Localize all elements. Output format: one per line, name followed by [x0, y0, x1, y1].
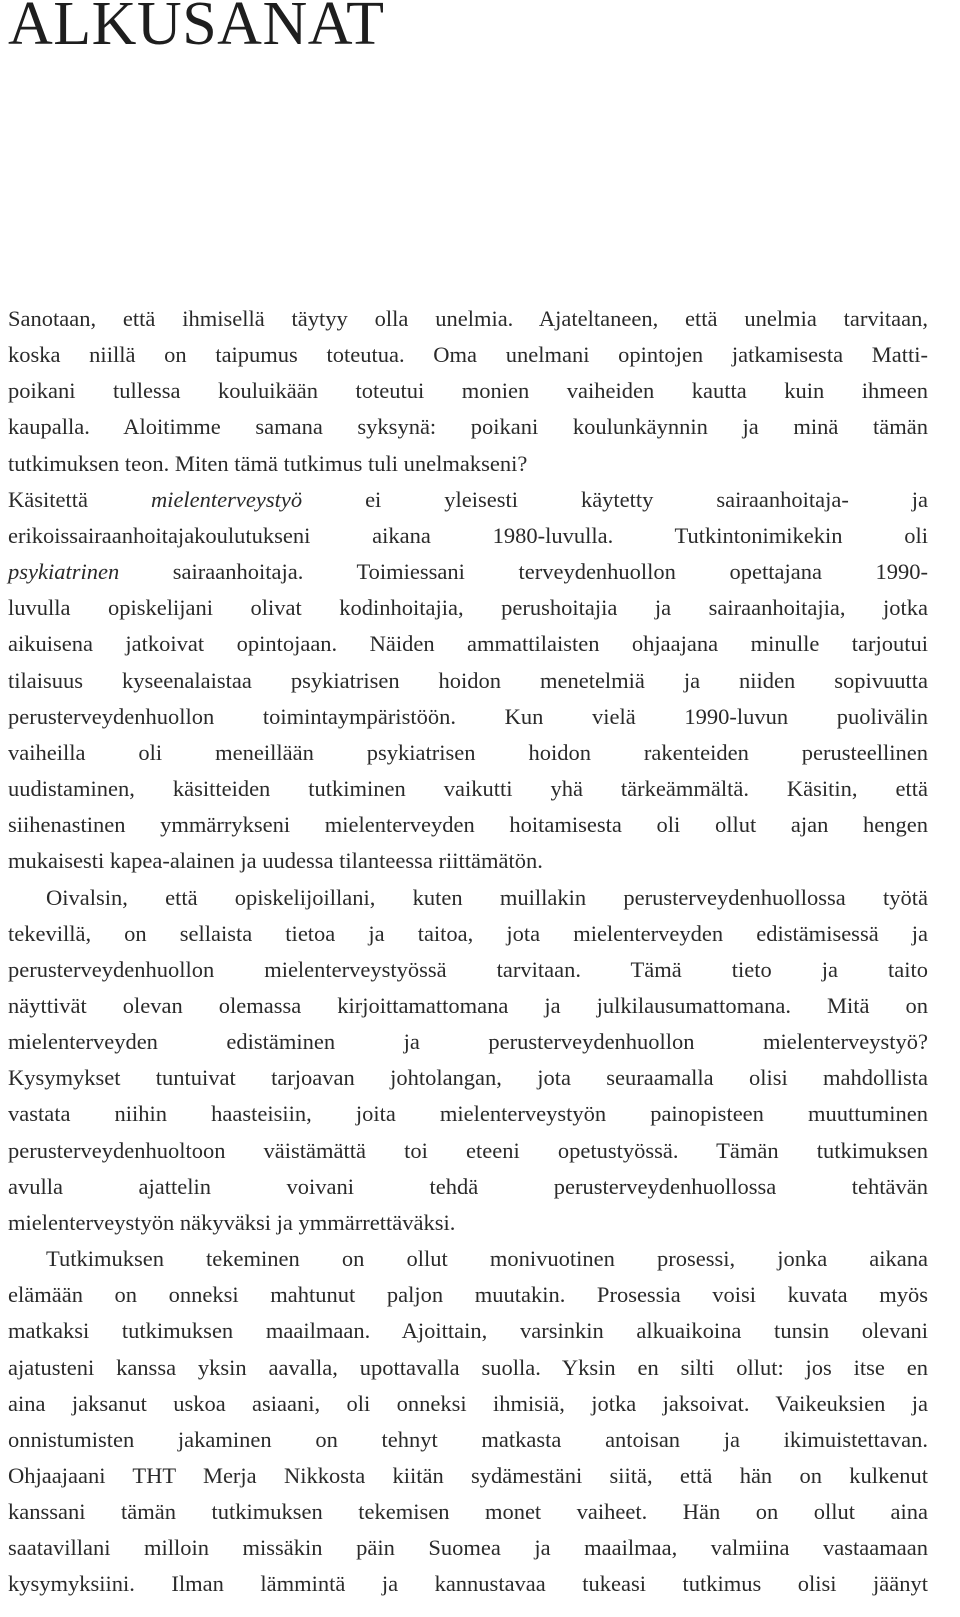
paragraph-line: Tutkimuksen tekeminen on ollut monivuotinen prosessi, jonka aikana — [46, 1246, 928, 1272]
paragraph-line: kanssani tämän tutkimuksen tekemisen monet vaiheet. Hän on ollut aina — [8, 1499, 928, 1525]
paragraph-line: koska niillä on taipumus toteutua. Oma unelmani opintojen jatkamisesta Matti- — [8, 342, 928, 368]
paragraph-line: perusterveydenhuoltoon väistämättä toi eteeni opetustyössä. Tämän tutkimuksen — [8, 1137, 928, 1163]
paragraph-line: uudistaminen, käsitteiden tutkiminen vaikutti yhä tärkeämmältä. Käsitin, että — [8, 776, 928, 802]
paragraph-line: perusterveydenhuollon toimintaympäristöön. Kun vielä 1990-luvun puolivälin — [8, 703, 928, 729]
paragraph-line: ajatusteni kanssa yksin aavalla, upottavalla suolla. Yksin en silti ollut: jos itse en — [8, 1354, 928, 1380]
paragraph-line — [8, 482, 928, 518]
paragraph-line: elämään on onneksi mahtunut paljon muutakin. Prosessia voisi kuvata myös — [8, 1282, 928, 1308]
paragraph-line: Ohjaajaani THT Merja Nikkosta kiitän sydämestäni siitä, että hän on kulkenut — [8, 1463, 928, 1488]
italic-term: psykiatrinen — [8, 559, 120, 585]
paragraph-line: mielenterveystyön näkyväksi ja ymmärrettäväksi. — [8, 1209, 456, 1235]
paragraph-line: mielenterveyden edistäminen ja perusterveydenhuollon mielenterveystyö? — [8, 1029, 928, 1055]
paragraph-line: Oivalsin, että opiskelijoillani, kuten muillakin perusterveydenhuollossa työtä — [46, 884, 928, 910]
paragraph-line: tutkimuksen teon. Miten tämä tutkimus tuli unelmakseni? — [8, 450, 528, 476]
paragraph-line: perusterveydenhuollon mielenterveystyössä tarvitaan. Tämä tieto ja taito — [8, 956, 928, 982]
paragraph-line: mukaisesti kapea-alainen ja uudessa tilanteessa riittämätön. — [8, 848, 543, 874]
body-text — [8, 301, 928, 1603]
paragraph-line — [8, 554, 928, 590]
paragraph-line: saatavillani milloin missäkin päin Suomea ja maailmaa, valmiina vastaamaan — [8, 1535, 928, 1561]
italic-term: mielenterveystyö — [150, 486, 303, 512]
paragraph-line: kysymyksiini. Ilman lämmintä ja kannustavaa tukeasi tutkimus olisi jäänyt — [8, 1571, 928, 1597]
paragraph-line: Kysymykset tuntuivat tarjoavan johtolangan, jota seuraamalla olisi mahdollista — [8, 1065, 928, 1091]
text-run: Käsitettä — [8, 486, 151, 512]
paragraph-line: poikani tullessa kouluikään toteutui monien vaiheiden kautta kuin ihmeen — [8, 378, 928, 404]
paragraph-line: onnistumisten jakaminen on tehnyt matkasta antoisan ja ikimuistettavan. — [8, 1426, 928, 1452]
paragraph-line: vaiheilla oli meneillään psykiatrisen hoidon rakenteiden perusteellinen — [8, 739, 928, 765]
paragraph-line: aina jaksanut uskoa asiaani, oli onneksi ihmisiä, jotka jaksoivat. Vaikeuksien ja — [8, 1390, 928, 1416]
paragraph-line: avulla ajattelin voivani tehdä perusterveydenhuollossa tehtävän — [8, 1173, 928, 1199]
paragraph-line: näyttivät olevan olemassa kirjoittamattomana ja julkilausumattomana. Mitä on — [8, 992, 928, 1018]
page-heading: ALKUSANAT — [8, 0, 385, 58]
paragraph-line: kaupalla. Aloitimme samana syksynä: poikani koulunkäynnin ja minä tämän — [8, 414, 928, 440]
paragraph-line: siihenastinen ymmärrykseni mielenterveyden hoitamisesta oli ollut ajan hengen — [8, 812, 928, 838]
paragraph-line: matkaksi tutkimuksen maailmaan. Ajoittain, varsinkin alkuaikoina tunsin olevani — [8, 1318, 928, 1344]
paragraph-line: erikoissairaanhoitajakoulutukseni aikana 1980-luvulla. Tutkintonimikekin oli — [8, 522, 928, 548]
paragraph-line: Sanotaan, että ihmisellä täytyy olla unelmia. Ajateltaneen, että unelmia tarvitaan, — [8, 306, 928, 331]
text-run: sairaanhoitaja. Toimiessani terveydenhuollon opettajana 1990- — [119, 559, 928, 585]
paragraph-line: tilaisuus kyseenalaistaa psykiatrisen hoidon menetelmiä ja niiden sopivuutta — [8, 667, 928, 693]
paragraph-line: vastata niihin haasteisiin, joita mielenterveystyön painopisteen muuttuminen — [8, 1101, 928, 1127]
text-run: ei yleisesti käytetty sairaanhoitaja- ja — [302, 486, 928, 512]
paragraph-line: aikuisena jatkoivat opintojaan. Näiden ammattilaisten ohjaajana minulle tarjoutui — [8, 631, 928, 657]
paragraph-line: luvulla opiskelijani olivat kodinhoitajia, perushoitajia ja sairaanhoitajia, jotka — [8, 595, 928, 621]
paragraph-line: tekevillä, on sellaista tietoa ja taitoa, jota mielenterveyden edistämisessä ja — [8, 920, 928, 946]
